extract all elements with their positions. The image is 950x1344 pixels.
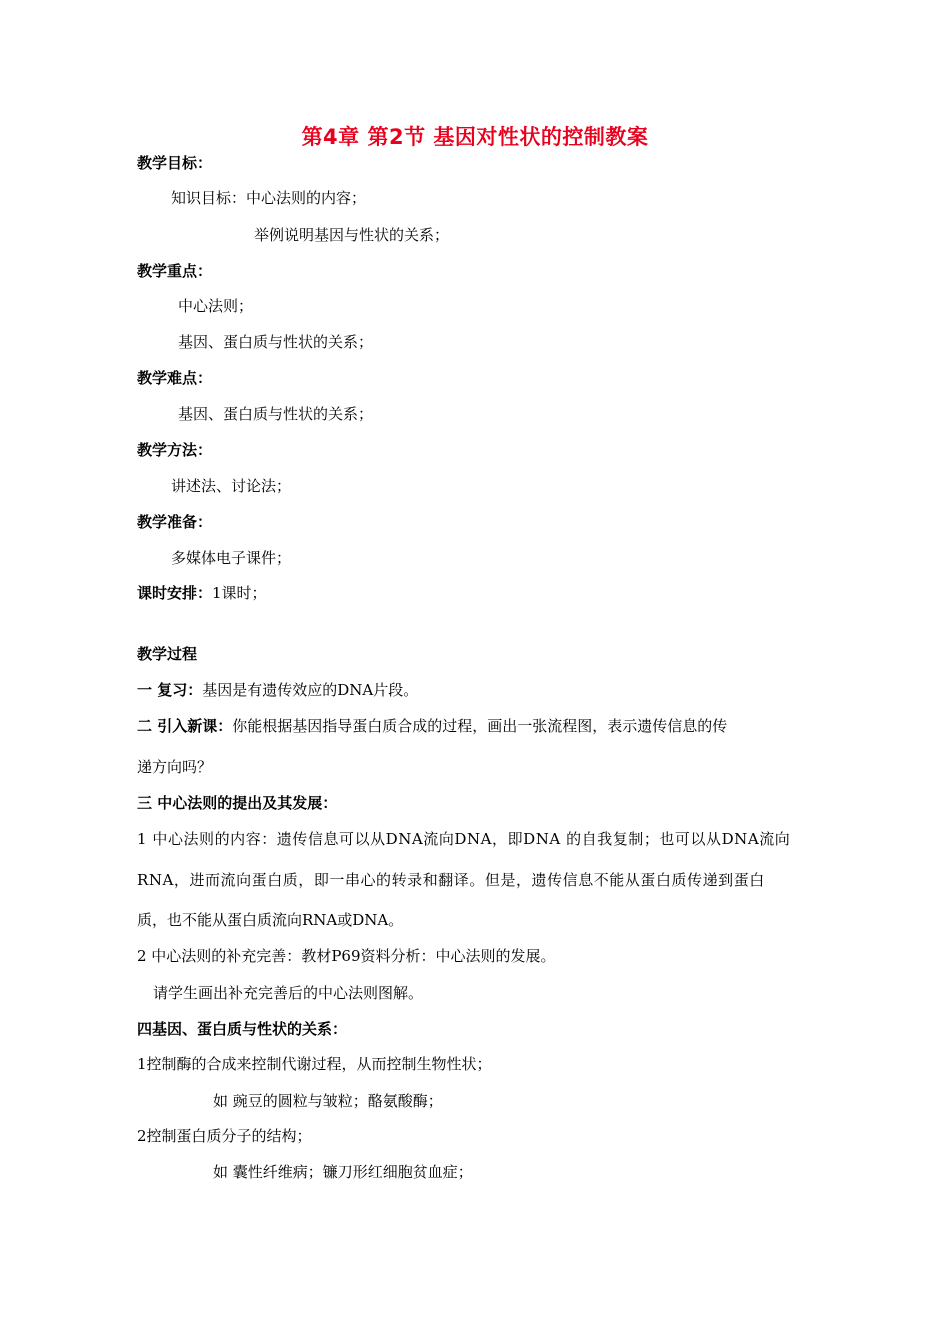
relation-p1-example: 如 豌豆的圆粒与皱粒；酪氨酸酶；	[213, 1092, 443, 1110]
relation-p2-example: 如 囊性纤维病；镰刀形红细胞贫血症；	[213, 1163, 473, 1181]
key-points-item-1: 中心法则；	[178, 297, 254, 315]
intro-line-1	[137, 716, 727, 736]
review-label: 一 复习：	[137, 681, 203, 699]
review-text: 基因是有遗传效应的DNA片段。	[202, 681, 419, 699]
central-dogma-p1-line-3: 质，也不能从蛋白质流向RNA或DNA。	[137, 911, 404, 929]
methods-heading: 教学方法：	[137, 441, 213, 459]
relation-p1: 1控制酶的合成来控制代谢过程，从而控制生物性状；	[137, 1055, 492, 1073]
central-dogma-heading: 三 中心法则的提出及其发展：	[137, 794, 338, 812]
intro-label: 二 引入新课：	[137, 717, 233, 735]
key-points-heading: 教学重点：	[137, 262, 213, 280]
relation-heading: 四基因、蛋白质与性状的关系：	[137, 1020, 348, 1038]
intro-text-line-2: 递方向吗？	[137, 758, 213, 776]
goals-knowledge: 知识目标：中心法则的内容；	[171, 189, 367, 207]
preparation-item-1: 多媒体电子课件；	[171, 549, 292, 567]
difficulties-item-1: 基因、蛋白质与性状的关系；	[178, 405, 374, 423]
relation-p2: 2控制蛋白质分子的结构；	[137, 1127, 312, 1145]
difficulties-heading: 教学难点：	[137, 369, 213, 387]
schedule-line	[137, 583, 267, 603]
intro-text-line-1: 你能根据基因指导蛋白质合成的过程，画出一张流程图，表示遗传信息的传	[232, 717, 728, 735]
central-dogma-p1-line-1: 1 中心法则的内容：遗传信息可以从DNA流向DNA，即DNA 的自我复制；也可以从DNA流向	[137, 830, 791, 848]
preparation-heading: 教学准备：	[137, 513, 213, 531]
review-line	[137, 680, 418, 700]
central-dogma-p2: 2 中心法则的补充完善：教材P69资料分析：中心法则的发展。	[137, 947, 556, 965]
goals-heading: 教学目标：	[137, 154, 213, 172]
central-dogma-p1-line-2: RNA，进而流向蛋白质，即一串心的转录和翻译。但是，遗传信息不能从蛋白质传递到蛋白	[137, 871, 765, 889]
process-heading: 教学过程	[137, 645, 198, 663]
goals-example: 举例说明基因与性状的关系；	[254, 226, 450, 244]
schedule-heading: 课时安排：	[137, 584, 213, 602]
central-dogma-p3: 请学生画出补充完善后的中心法则图解。	[153, 984, 424, 1002]
methods-item-1: 讲述法、讨论法；	[171, 477, 292, 495]
key-points-item-2: 基因、蛋白质与性状的关系；	[178, 333, 374, 351]
schedule-value: 1课时；	[212, 584, 267, 602]
document-title: 第4章 第2节 基因对性状的控制教案	[301, 125, 649, 149]
